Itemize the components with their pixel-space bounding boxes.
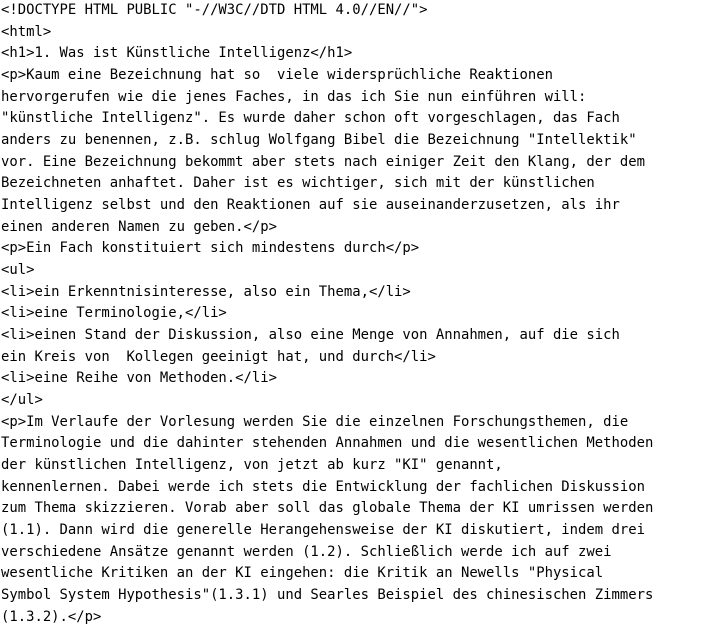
source-line: zum Thema skizzieren. Vorab aber soll das globale Thema der KI umrissen werden <box>1 500 654 517</box>
source-line: <li>ein Erkenntnisinteresse, also ein Thema,</li> <box>1 283 411 300</box>
source-line: <p>Ein Fach konstituiert sich mindestens durch</p> <box>1 240 420 257</box>
source-line: vor. Eine Bezeichnung bekommt aber stets nach einiger Zeit den Klang, der dem <box>1 153 645 170</box>
source-line: <li>eine Terminologie,</li> <box>1 305 227 322</box>
source-line: <p>Kaum eine Bezeichnung hat so viele widersprüchliche Reaktionen <box>1 67 553 84</box>
source-line: <h1>1. Was ist Künstliche Intelligenz</h1> <box>1 45 353 62</box>
source-line: verschiedene Ansätze genannt werden (1.2). Schließlich werde ich auf zwei <box>1 543 612 560</box>
source-line: Terminologie und die dahinter stehenden Annahmen und die wesentlichen Methoden <box>1 435 654 452</box>
source-line: anders zu benennen, z.B. schlug Wolfgang Bibel die Bezeichnung "Intellektik" <box>1 132 637 149</box>
source-line: Intelligenz selbst und den Reaktionen auf sie auseinanderzusetzen, als ihr <box>1 197 620 214</box>
html-source-document <box>1 0 703 628</box>
source-line: der künstlichen Intelligenz, von jetzt ab kurz "KI" genannt, <box>1 457 503 474</box>
source-line: <ul> <box>1 262 35 279</box>
source-line: (1.1). Dann wird die generelle Herangehensweise der KI diskutiert, indem drei <box>1 522 645 539</box>
source-line: einen anderen Namen zu geben.</p> <box>1 218 277 235</box>
source-line: (1.3.2).</p> <box>1 608 102 625</box>
source-line: ein Kreis von Kollegen geeinigt hat, und durch</li> <box>1 348 436 365</box>
source-line: hervorgerufen wie die jenes Faches, in das ich Sie nun einführen will: <box>1 88 587 105</box>
source-line: <li>eine Reihe von Methoden.</li> <box>1 370 277 387</box>
source-line: <html> <box>1 23 52 40</box>
source-line: "künstliche Intelligenz". Es wurde daher schon oft vorgeschlagen, das Fach <box>1 110 620 127</box>
source-line: kennenlernen. Dabei werde ich stets die Entwicklung der fachlichen Diskussion <box>1 478 645 495</box>
source-line: <p>Im Verlaufe der Vorlesung werden Sie die einzelnen Forschungsthemen, die <box>1 413 629 430</box>
source-line: Bezeichneten anhaftet. Daher ist es wichtiger, sich mit der künstlichen <box>1 175 595 192</box>
source-line: <!DOCTYPE HTML PUBLIC "-//W3C//DTD HTML 4.0//EN//"> <box>1 2 428 18</box>
source-line: wesentliche Kritiken an der KI eingehen: die Kritik an Newells "Physical <box>1 565 604 582</box>
source-line: Symbol System Hypothesis"(1.3.1) und Searles Beispiel des chinesischen Zimmers <box>1 587 654 604</box>
source-line: <li>einen Stand der Diskussion, also eine Menge von Annahmen, auf die sich <box>1 327 620 344</box>
source-line: </ul> <box>1 392 43 409</box>
